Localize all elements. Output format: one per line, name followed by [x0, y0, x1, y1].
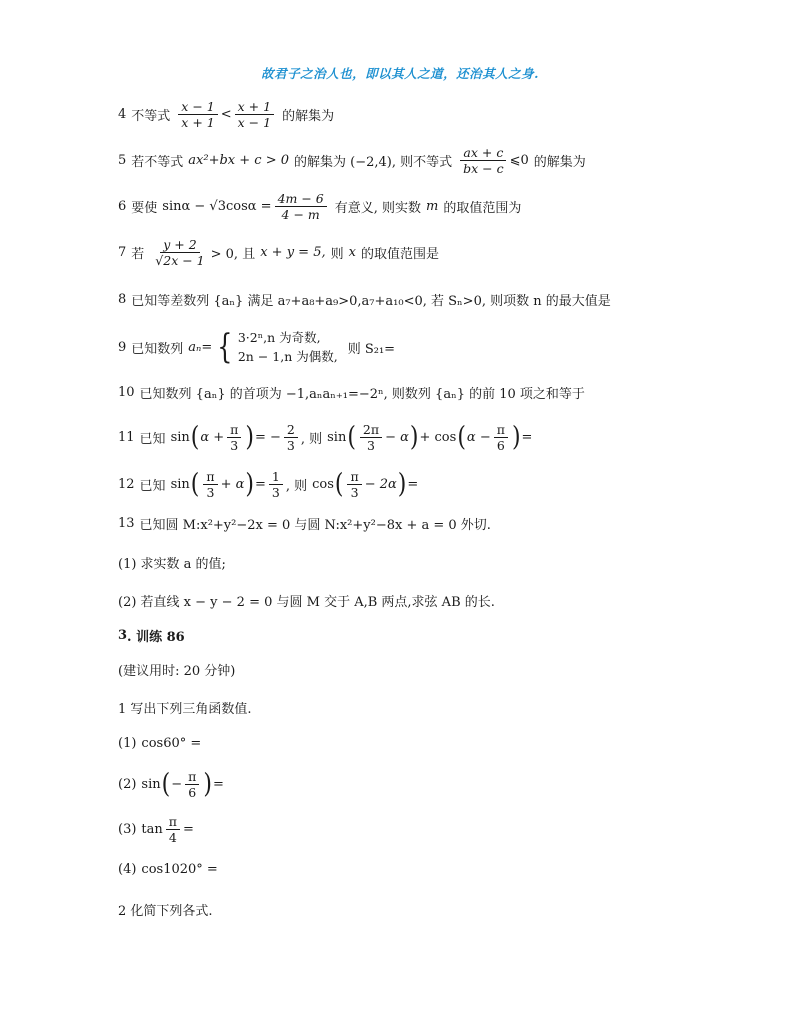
fraction: $\frac{1}{3}$: [269, 470, 283, 499]
question-number: 11: [118, 430, 135, 446]
question-7: [118, 238, 439, 267]
question-text: 若: [131, 247, 145, 263]
part-label: (3): [118, 822, 137, 838]
function-name: sin: [327, 430, 347, 446]
question-text: 的解集为: [533, 155, 586, 171]
variable: m: [426, 199, 439, 215]
part-label: (4): [118, 862, 137, 877]
question-text: 的解集为: [282, 109, 335, 125]
variable: x: [348, 245, 356, 261]
math-expression: cos1020° =: [141, 862, 218, 877]
question-11: [118, 423, 532, 452]
problem-1-part-3: [118, 815, 194, 844]
question-6: [118, 192, 521, 221]
fraction: $\frac{2\pi}{3}$: [360, 423, 382, 452]
function-name: sin: [170, 477, 190, 493]
problem-1-part-1: [118, 736, 201, 751]
right-paren: ): [397, 468, 407, 500]
question-text: 1 写出下列三角函数值.: [118, 702, 252, 717]
problem-1-part-4: [118, 862, 218, 877]
function-name: sin: [141, 777, 161, 793]
question-number: 6: [118, 199, 127, 215]
relation: =: [254, 477, 266, 493]
sign: −: [171, 777, 183, 793]
relation: <: [220, 107, 232, 123]
fraction: $\frac{y + 2}{√2x - 1}$: [155, 237, 205, 269]
question-text: 要使: [131, 201, 158, 217]
fraction: $\frac{4m - 6}{4 - m}$: [275, 192, 327, 221]
part-label: (2): [118, 777, 137, 793]
right-paren: ): [245, 468, 254, 500]
relation: =: [212, 777, 224, 793]
left-paren: (: [457, 421, 466, 453]
math-expression: x + y = 5,: [260, 245, 326, 261]
problem-1: [118, 698, 252, 717]
question-number: 10: [118, 385, 135, 400]
fraction: $\frac{\pi}{6}$: [185, 770, 199, 799]
question-text: 的取值范围是: [360, 247, 439, 263]
math-expression: sinα − √3cosα =: [162, 199, 272, 215]
right-paren: ): [409, 421, 419, 453]
question-text: 已知: [139, 479, 166, 495]
piecewise-cases: [238, 328, 338, 367]
question-13: [118, 514, 491, 533]
question-text: 已知等差数列 {aₙ} 满足 a₇+a₈+a₉>0,a₇+a₁₀<0, 若 Sₙ>0, 则项数 n 的最大值是: [131, 294, 611, 309]
question-12: [118, 470, 418, 499]
question-number: 4: [118, 107, 127, 123]
question-text: 已知圆 M:x²+y²−2x = 0 与圆 N:x²+y²−8x + a = 0 外切.: [139, 518, 491, 533]
function-name: cos: [312, 477, 334, 493]
relation: =: [521, 430, 533, 446]
function-name: sin: [170, 430, 190, 446]
math-expression: ax²+bx + c > 0: [188, 153, 290, 169]
suggested-time: [118, 660, 235, 679]
left-brace: {: [217, 327, 233, 368]
fraction: $\frac{\pi}{3}$: [347, 470, 361, 499]
fraction: $\frac{x + 1}{x - 1}$: [235, 100, 274, 129]
question-text: , 则: [285, 479, 308, 495]
suggested-time-text: (建议用时: 20 分钟): [118, 664, 236, 679]
question-text: 2 化简下列各式.: [118, 904, 213, 919]
relation: =: [407, 477, 419, 493]
question-9: [118, 328, 395, 367]
question-number: 12: [118, 477, 135, 493]
question-text: 已知数列: [131, 341, 184, 357]
math-expression: α +: [200, 430, 225, 446]
page-header-quote: 故君子之治人也，即以其人之道，还治其人之身.: [261, 66, 539, 81]
question-10: [118, 383, 585, 402]
function-name: tan: [141, 822, 163, 838]
left-paren: (: [347, 421, 356, 453]
problem-2: [118, 900, 213, 919]
part-label: (1): [118, 736, 137, 751]
question-text: (2) 若直线 x − y − 2 = 0 与圆 M 交于 A,B 两点,求弦 AB 的长.: [118, 595, 495, 610]
left-paren: (: [161, 768, 171, 800]
question-text: 有意义, 则实数: [334, 201, 422, 217]
section-title: [118, 626, 185, 645]
fraction: $\frac{\pi}{4}$: [166, 815, 180, 844]
right-paren: ): [203, 768, 212, 800]
question-4: [118, 100, 334, 129]
relation: =: [183, 822, 194, 838]
question-text: 已知数列 {aₙ} 的首项为 −1,aₙaₙ₊₁=−2ⁿ, 则数列 {aₙ} 的前 10 项之和等于: [139, 387, 585, 402]
math-expression: + α: [220, 477, 245, 493]
question-13-part-2: [118, 591, 495, 610]
variable: aₙ=: [188, 339, 213, 355]
question-13-part-1: [118, 553, 226, 572]
relation: > 0, 且: [210, 247, 256, 263]
question-text: 的解集为 (−2,4), 则不等式: [294, 155, 453, 171]
problem-1-part-2: [118, 770, 224, 799]
left-paren: (: [190, 421, 200, 453]
question-text: , 则: [300, 432, 323, 448]
question-5: [118, 146, 586, 175]
fraction: $\frac{ax + c}{bx - c}$: [460, 146, 506, 175]
section-title-text: . 训练 86: [127, 630, 185, 645]
question-text: (1) 求实数 a 的值;: [118, 557, 226, 572]
question-text: 若不等式: [131, 155, 184, 171]
fraction: $\frac{\pi}{3}$: [227, 423, 241, 452]
math-expression: α −: [466, 430, 491, 446]
math-expression: − α: [385, 430, 409, 446]
section-number: 3: [118, 628, 128, 643]
question-text: 则: [330, 247, 344, 263]
math-expression: cos60° =: [141, 736, 202, 751]
right-paren: ): [245, 421, 254, 453]
relation: ⩽0: [509, 153, 529, 169]
left-paren: (: [190, 468, 200, 500]
question-text: 不等式: [131, 109, 171, 125]
left-paren: (: [334, 468, 344, 500]
question-number: 5: [118, 153, 127, 169]
question-number: 7: [118, 245, 127, 261]
fraction: $\frac{\pi}{3}$: [203, 470, 217, 499]
question-number: 9: [118, 339, 127, 355]
fraction: $\frac{x - 1}{x + 1}$: [178, 100, 217, 129]
question-text: 则 S₂₁=: [347, 341, 396, 357]
math-expression: + cos: [419, 430, 457, 446]
right-paren: ): [511, 421, 521, 453]
question-8: [118, 290, 611, 309]
question-number: 8: [118, 292, 127, 307]
question-text: 的取值范围为: [443, 201, 522, 217]
fraction: $\frac{2}{3}$: [284, 423, 298, 452]
fraction: $\frac{\pi}{6}$: [494, 423, 508, 452]
question-text: 已知: [139, 432, 166, 448]
relation: = −: [254, 430, 281, 446]
case-even: 2n − 1,n 为偶数,: [237, 349, 338, 365]
question-number: 13: [118, 516, 135, 531]
case-odd: 3·2ⁿ,n 为奇数,: [237, 330, 321, 345]
math-expression: − 2α: [364, 477, 397, 493]
